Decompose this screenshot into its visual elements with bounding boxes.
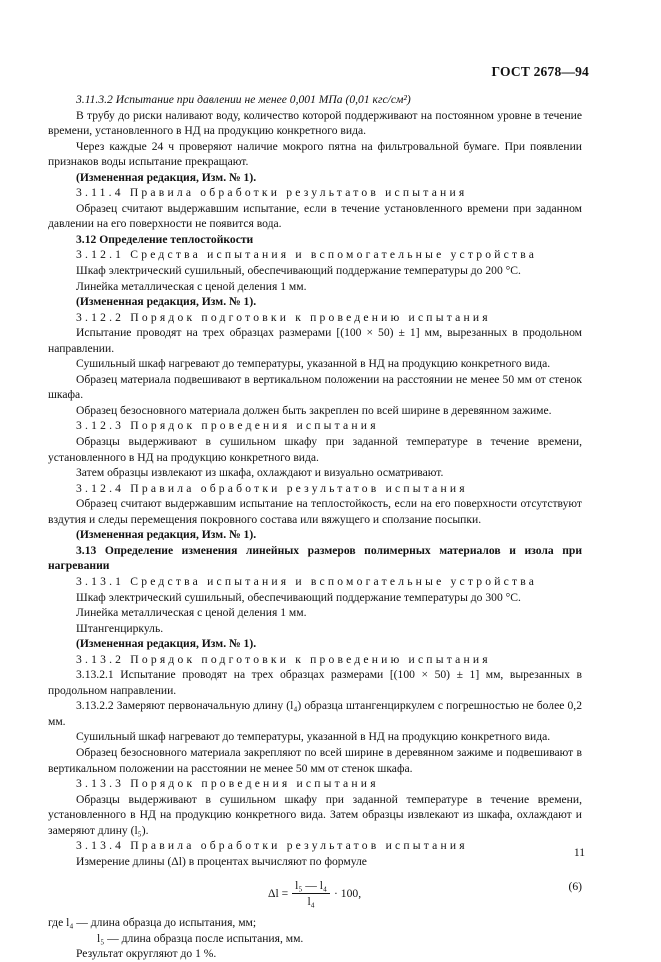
paragraph-27: (Измененная редакция, Изм. № 1). [76,637,257,651]
explanation-line-1: l₅ — длина образца после испытания, мм. [97,931,304,945]
formula-6 [48,875,582,913]
paragraph-29: 3.13.2.1 Испытание проводят на трех образцах размерами [(100 × 50) ± 1] мм, вырезанных в продольном направлении. [48,668,582,697]
formula-fraction [292,879,330,908]
standard-header: ГОСТ 2678—94 [491,64,589,79]
explanation-line-2: Результат округляют до 1 %. [76,947,217,961]
paragraph-18: Затем образцы извлекают из шкафа, охлаждают и визуально осматривают. [76,466,444,480]
paragraph-21: (Измененная редакция, Изм. № 1). [76,528,257,542]
paragraph-10: (Измененная редакция, Изм. № 1). [76,295,257,309]
paragraph-33: 3.13.3 Порядок проведения испытания [76,777,379,791]
paragraph-25: Линейка металлическая с ценой деления 1 мм. [76,606,307,620]
paragraph-13: Сушильный шкаф нагревают до температуры, указанной в НД на продукцию конкретного вида. [76,357,551,371]
paragraph-26: Штангенциркуль. [76,621,164,635]
paragraph-0: 3.11.3.2 Испытание при давлении не менее 0,001 МПа (0,01 кгс/см²) [76,93,411,106]
paragraph-5: Образец считают выдержавшим испытание, если в течение установленного времени при заданном давлении на его поверхности не появится вода. [48,201,582,231]
paragraph-17: Образцы выдерживают в сушильном шкафу при заданной температуре в течение времени, установленного в НД на продукцию конкретного вида. [48,435,582,464]
paragraph-4: 3.11.4 Правила обработки результатов испытания [76,186,468,200]
paragraph-34: Образцы выдерживают в сушильном шкафу при заданной температуре в течение времени, установленного в НД на продукцию конкретного вида. Затем образцы извлекают из шкафа, охлаждают и замеряют длину (l₅). [48,792,582,837]
explanation-line-0: где l₄ — длина образца до испытания, мм; [48,916,257,930]
page-number: 11 [573,846,585,859]
paragraph-12: Испытание проводят на трех образцах размерами [(100 × 50) ± 1] мм, вырезанных в продольном направлении. [48,326,582,355]
paragraph-16: 3.12.3 Порядок проведения испытания [76,419,379,433]
formula-expression [268,879,361,908]
paragraph-list [48,92,582,869]
paragraph-24: Шкаф электрический сушильный, обеспечивающий поддержание температуры до 300 °С. [76,590,521,604]
paragraph-3: (Измененная редакция, Изм. № 1). [76,170,257,184]
paragraph-11: 3.12.2 Порядок подготовки к проведению испытания [76,310,491,324]
paragraph-2: Через каждые 24 ч проверяют наличие мокрого пятна на фильтровальной бумаге. При появлении признаков воды испытание прекращают. [48,139,582,169]
paragraph-1: В трубу до риски наливают воду, количество которой поддерживают на постоянном уровне в течение времени, установленного в НД на продукцию конкретного вида. [48,108,582,138]
formula-rhs: · 100, [334,887,362,901]
paragraph-22: 3.13 Определение изменения линейных размеров полимерных материалов и изола при нагревании [48,543,582,573]
document-body [48,92,582,962]
paragraph-35: 3.13.4 Правила обработки результатов испытания [76,839,468,853]
paragraph-32: Образец безосновного материала закрепляют по всей ширине в деревянном зажиме и подвешивают в вертикальном положении на расстоянии не менее 50 мм от стенок шкафа. [48,745,582,775]
paragraph-23: 3.13.1 Средства испытания и вспомогательные устройства [76,574,538,588]
paragraph-8: Шкаф электрический сушильный, обеспечивающий поддержание температуры до 200 °С. [76,264,521,278]
paragraph-14: Образец материала подвешивают в вертикальном положении на расстоянии не менее 50 мм от стенок шкафа. [48,372,582,402]
paragraph-20: Образец считают выдержавшим испытание на теплостойкость, если на его поверхности отсутствуют вздутия и следы перемещения покровного состава или вяжущего и сползание посыпки. [48,497,582,526]
paragraph-30: 3.13.2.2 Замеряют первоначальную длину (l₄) образца штангенциркулем с погрешностью не более 0,2 мм. [48,699,582,728]
paragraph-19: 3.12.4 Правила обработки результатов испытания [76,481,468,495]
paragraph-9: Линейка металлическая с ценой деления 1 мм. [76,279,307,293]
paragraph-28: 3.13.2 Порядок подготовки к проведению испытания [76,652,491,666]
paragraph-7: 3.12.1 Средства испытания и вспомогательные устройства [76,248,538,262]
formula-number: (6) [568,880,582,894]
formula-lhs: Δl = [268,887,289,901]
paragraph-6: 3.12 Определение теплостойкости [76,232,254,246]
paragraph-31: Сушильный шкаф нагревают до температуры, указанной в НД на продукцию конкретного вида. [76,730,551,744]
formula-numerator: l₅ — l₄ [292,879,330,894]
paragraph-36: Измерение длины (Δl) в процентах вычисляют по формуле [76,854,367,868]
formula-denominator: l₄ [307,895,315,909]
formula-explanation [48,915,582,962]
paragraph-15: Образец безосновного материала должен быть закреплен по всей ширине в деревянном зажиме. [76,403,552,417]
